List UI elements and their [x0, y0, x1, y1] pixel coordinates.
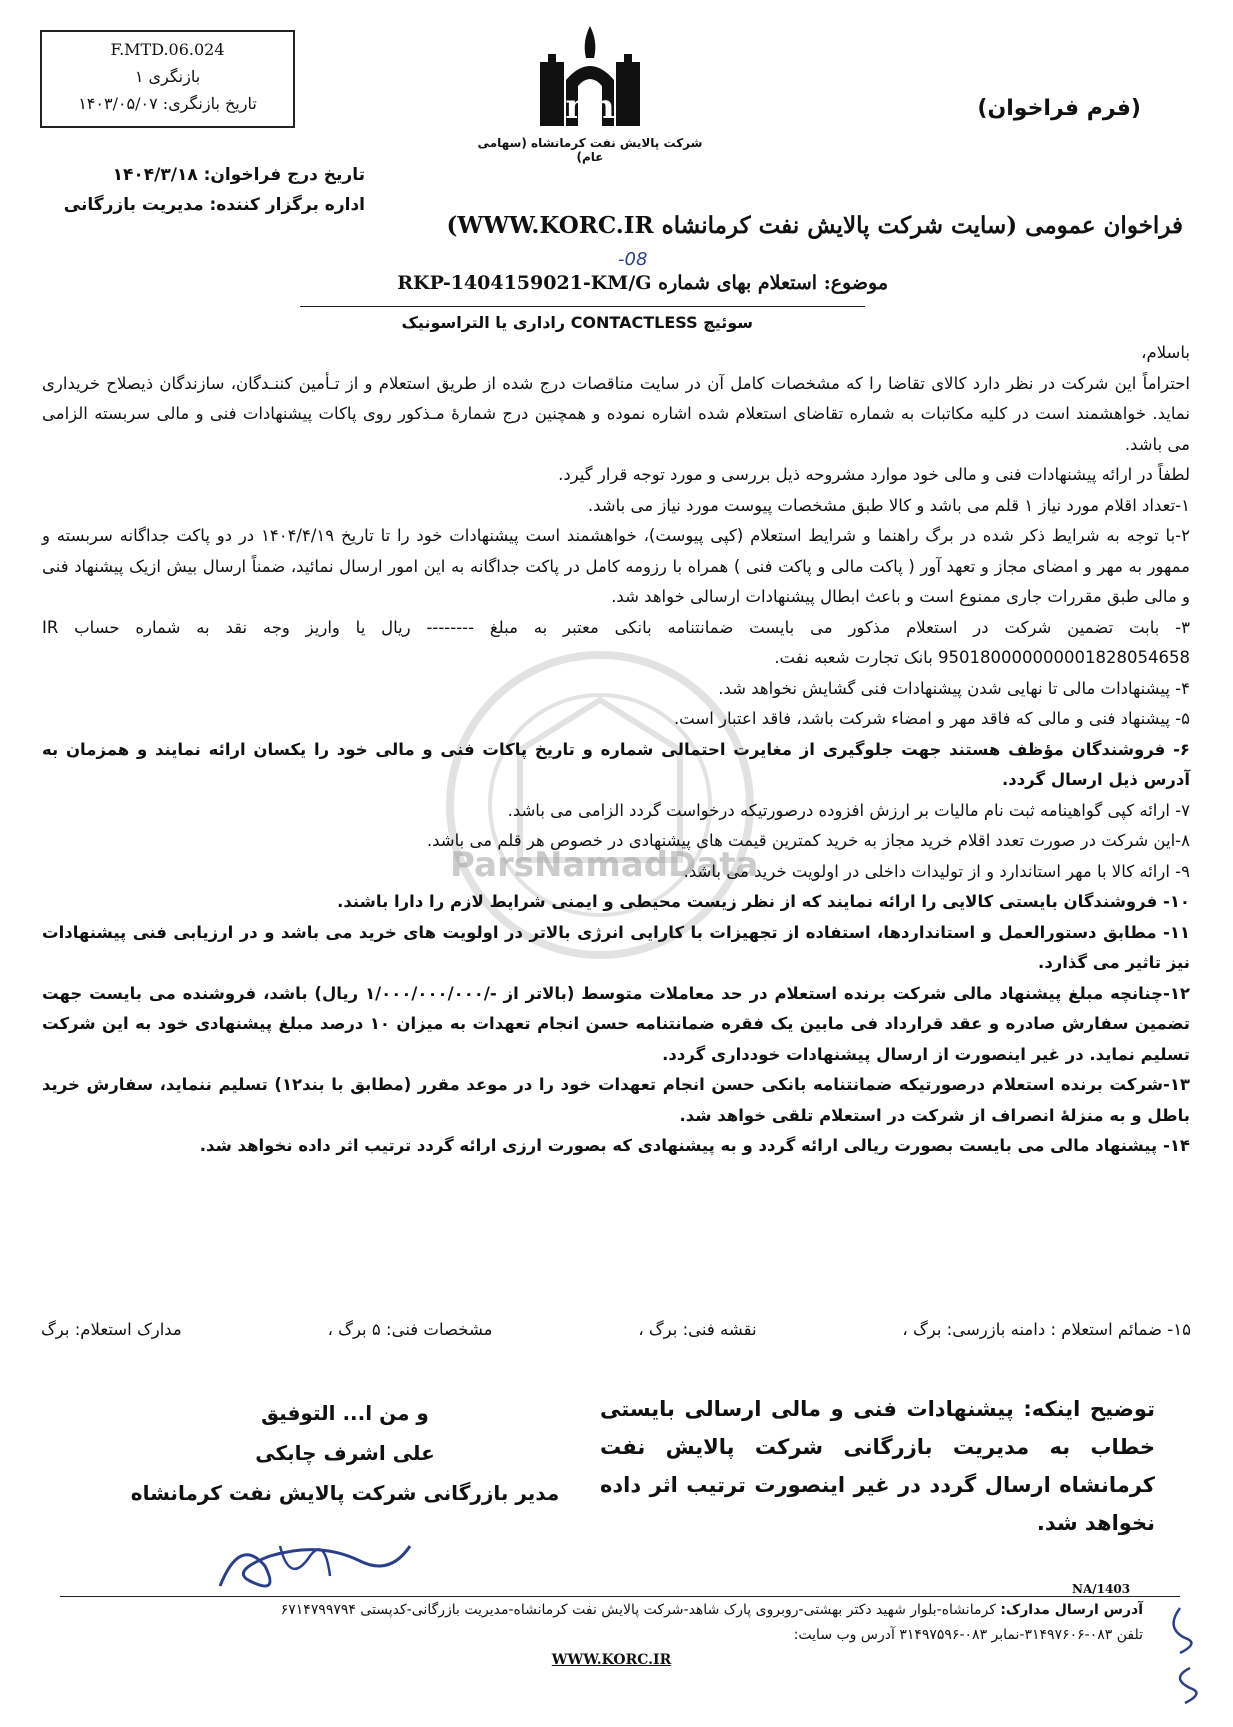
footer-address-row [80, 1598, 1143, 1623]
revision-date: تاریخ بازنگری: ۱۴۰۳/۰۵/۰۷ [78, 94, 257, 113]
lead-paragraph: لطفاً در ارائه پیشنهادات فنی و مالی خود موارد مشروحه ذیل بررسی و مورد توجه قرار گیرد. [558, 465, 1190, 484]
reference-code: NA/1403 [1072, 1582, 1131, 1596]
closing-phrase: و من ا... التوفیق [261, 1401, 429, 1425]
footer-phones: تلفن ۰۸۳-۳۱۴۹۷۶۰۶-نمابر ۰۸۳-۳۱۴۹۷۵۹۶ آدرس وب سایت: [793, 1627, 1143, 1643]
list-item: ۱۳-شرکت برنده استعلام درصورتیکه ضمانتنامه بانکی حسن انجام تعهدات خود را در موعد مقرر (مطابق با بند۱۲) تسلیم ننماید، سفارش خرید باطل و به منزلهٔ انصراف از شرکت در استعلام تلقی خواهد شد. [42, 1075, 1190, 1125]
letter-body [42, 338, 1190, 1162]
revision: بازنگری ۱ [134, 67, 201, 86]
company-caption: شرکت پالایش نفت کرمانشاه (سهامی عام) [477, 136, 703, 164]
watermark-text: ParsNamadData [450, 845, 759, 885]
subject-line: موضوع: استعلام بهای شماره RKP-1404159021-KM/G [397, 272, 888, 294]
attachment-documents: مدارک استعلام: برگ [41, 1320, 182, 1339]
list-item: ۴- پیشنهادات مالی تا نهایی شدن پیشنهادات فنی گشایش نخواهد شد. [718, 678, 1190, 698]
publish-date: تاریخ درج فراخوان: ۱۴۰۴/۳/۱۸ [112, 165, 365, 185]
form-title: (فرم فراخوان) [977, 96, 1141, 121]
signature-block [110, 1393, 580, 1513]
publish-meta [45, 160, 365, 220]
list-item: ۱۰- فروشندگان بایستی کالایی را ارائه نمایند که از نظر زیست محیطی و ایمنی شرایط لازم را دارا باشند. [337, 892, 1190, 911]
footer [80, 1598, 1143, 1673]
form-code-box [40, 30, 295, 128]
list-item: ۱-تعداد اقلام مورد نیاز ۱ قلم می باشد و کالا طبق مشخصات پیوست مورد نیاز می باشد. [587, 495, 1190, 515]
handwritten-initials [1160, 1598, 1220, 1708]
list-item: ۲-با توجه به شرایط ذکر شده در برگ راهنما و شرایط استعلام (کپی پیوست)، خواهشمند است پیشنهادات خود را تا تاریخ ۱۴۰۴/۴/۱۹ در دو پاکت جداگانه سربسته و ممهور به مهر و امضای مجاز و تعهد آور ( پاکت مالی و پاکت فنی ) همراه با رزومه کامل در پاکت جداگانه به این امور ارسال نمائید، ضمناً ارسال بیش ازیک پیشنهاد فنی و مالی طبق مقررات جاری ممنوع است و باعث ابطال پیشنهادات ارسالی خواهد شد. [42, 526, 1191, 606]
attachments-row [41, 1320, 1191, 1339]
svg-text:nh: nh [565, 87, 615, 127]
list-item: ۷- ارائه کپی گواهینامه ثبت نام مالیات بر ارزش افزوده درصورتیکه درخواست گردد الزامی می باشد. [507, 800, 1190, 820]
address-text: کرمانشاه-بلوار شهید دکتر بهشتی-روبروی پارک شاهد-شرکت پالایش نفت کرمانشاه-مدیریت بازرگانی-کدپستی ۶۷۱۴۷۹۹۷۹۴ [280, 1602, 996, 1618]
attachment-drawing: نقشه فنی: برگ ، [638, 1320, 757, 1339]
attachment-inspection: ۱۵- ضمائم استعلام : دامنه بازرسی: برگ ، [902, 1320, 1191, 1339]
address-label: آدرس ارسال مدارک: [1000, 1602, 1143, 1618]
attachment-spec: مشخصات فنی: ۵ برگ ، [327, 1320, 493, 1339]
subject-underline [300, 306, 865, 307]
organizer: اداره برگزار کننده: مدیریت بازرگانی [63, 195, 365, 215]
form-code: F.MTD.06.024 [110, 40, 225, 59]
list-item: ۵- پیشنهاد فنی و مالی که فاقد مهر و امضاء شرکت باشد، فاقد اعتبار است. [673, 709, 1190, 728]
signer-name: علی اشرف چابکی [255, 1441, 435, 1465]
list-item: ۸-این شرکت در صورت تعدد اقلام خرید مجاز به خرید کمترین قیمت های پیشنهادی در خصوص هر قلم می باشد. [426, 831, 1190, 850]
page-title: فراخوان عمومی (سایت شرکت پالایش نفت کرمانشاه WWW.KORC.IR) [446, 212, 1183, 239]
greeting: باسلام، [1141, 343, 1190, 362]
handwritten-signature [210, 1526, 420, 1606]
subject-item: سوئیچ CONTACTLESS راداری یا التراسونیک [401, 313, 753, 332]
list-item: ۱۱- مطابق دستورالعمل و استانداردها، استفاده از تجهیزات با کارایی انرژی بالاتر در اولویت های خرید می باشد و در ارزیابی فنی پیشنهادات نیز تاثیر می گذارد. [42, 922, 1190, 972]
handwritten-suffix: -08 [618, 249, 648, 270]
list-item: ۹- ارائه کالا با مهر استاندارد و از تولیدات داخلی در اولویت خرید می باشد. [683, 861, 1190, 881]
list-item: ۱۲-چنانچه مبلغ پیشنهاد مالی شرکت برنده استعلام در حد معاملات متوسط (بالاتر از -/۱/۰۰۰/۰۰۰/۰۰۰ ریال) باشد، فروشنده می بایست جهت تضمین سفارش صادره و عقد قرارداد فی مابین یک فقره ضمانتنامه حسن انجام تعهدات به میزان ۱۰ درصد مبلغ پیشنهادی خود به این شرکت تسلیم نماید. در غیر اینصورت از ارسال پیشنهادات خودداری گردد. [42, 983, 1191, 1064]
list-item: ۳- بابت تضمین شرکت در استعلام مذکور می بایست ضمانتنامه بانکی معتبر به مبلغ -------- ریال یا واریز وجه نقد به شماره حساب IR 950180000000001828054658 بانک تجارت شعبه نفت. [42, 617, 1190, 667]
website-link[interactable]: WWW.KORC.IR [551, 1652, 672, 1668]
signer-position: مدیر بازرگانی شرکت پالایش نفت کرمانشاه [130, 1481, 560, 1505]
list-item: ۶- فروشندگان مؤظف هستند جهت جلوگیری از مغایرت احتمالی شماره و تاریخ پاکات فنی و مالی خود را یکسان ارائه نمایند و همزمان به آدرس ذیل ارسال گردد. [42, 739, 1190, 789]
footer-divider [60, 1596, 1180, 1597]
closing-note: توضیح اینکه: پیشنهادات فنی و مالی ارسالی بایستی خطاب به مدیریت بازرگانی شرکت پالایش نفت کرمانشاه ارسال گردد در غیر اینصورت ترتیب اثر داده نخواهد شد. [600, 1397, 1155, 1535]
list-item: ۱۴- پیشنهاد مالی می بایست بصورت ریالی ارائه گردد و به پیشنهادی که بصورت ارزی ارائه گردد ترتیب اثر داده نخواهد شد. [199, 1136, 1190, 1155]
intro-paragraph: احتراماً این شرکت در نظر دارد کالای تقاضا را که مشخصات کامل آن در سایت مناقصات درج شده از طریق استعلام و از تـأمین کننـدگان، سازندگان ذیصلاح خریداری نماید. خواهشمند است در کلیه مکاتبات به شماره تقاضای استعلام شده اشاره نموده و همچنین درج شمارهٔ مـذکور روی پاکات پیشنهادات فنی و مالی سربسته الزامی می باشد. [42, 373, 1190, 454]
company-logo [530, 22, 650, 130]
